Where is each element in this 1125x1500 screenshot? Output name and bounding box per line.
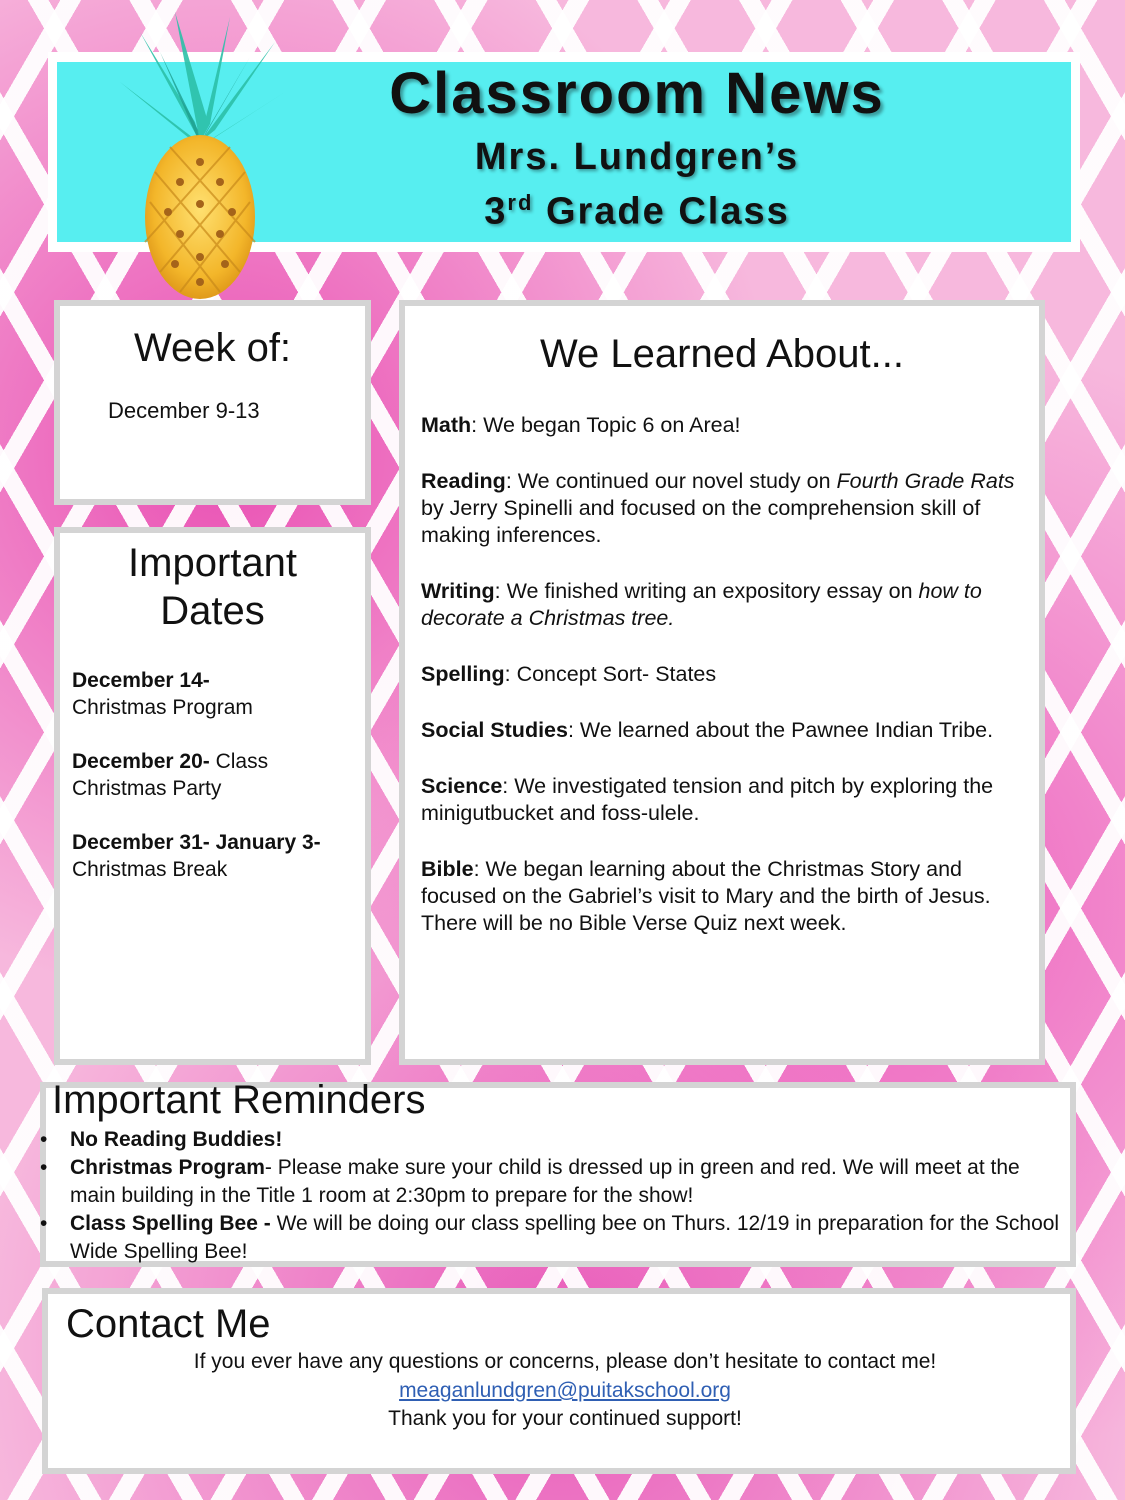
learned-list [421, 412, 1021, 966]
grade-class: 3rd Grade Class [484, 190, 790, 233]
reminders-title: Important Reminders [52, 1078, 426, 1122]
important-dates-panel [54, 527, 371, 1065]
learned-spelling: Spelling: Concept Sort- States [421, 662, 717, 686]
reminders-list [40, 1126, 1070, 1266]
contact-email-row [50, 1379, 1080, 1403]
important-dates-title: Important Dates [128, 541, 297, 633]
important-dates-list [72, 667, 357, 910]
learned-reading: Reading: We continued our novel study on Fourth Grade Rats by Jerry Spinelli and focused on the comprehension skill of making inferences. [421, 469, 1015, 547]
reminder-item: • No Reading Buddies! [40, 1126, 1070, 1154]
learned-social-studies: Social Studies: We learned about the Pawnee Indian Tribe. [421, 718, 994, 742]
teacher-name: Mrs. Lundgren’s [474, 136, 800, 178]
learned-panel [399, 300, 1045, 1065]
contact-title: Contact Me [66, 1302, 271, 1346]
week-dates: December 9-13 [108, 398, 260, 423]
learned-bible: Bible: We began learning about the Christmas Story and focused on the Gabriel’s visit to Mary and the birth of Jesus. There will be no Bible Verse Quiz next week. [421, 857, 991, 935]
contact-message: If you ever have any questions or concerns, please don’t hesitate to contact me! [193, 1350, 937, 1373]
newsletter-title: Classroom News [389, 61, 885, 126]
reminder-item: • Class Spelling Bee - We will be doing our class spelling bee on Thurs. 12/19 in preparation for the School Wide Spelling Bee! [40, 1210, 1070, 1266]
date-item: December 14- Christmas Program [72, 669, 253, 719]
date-item: December 20- Class Christmas Party [72, 750, 269, 800]
reminder-item: • Christmas Program- Please make sure your child is dressed up in green and red. We will meet at the main building in the Title 1 room at 2:30pm to prepare for the show! [40, 1154, 1070, 1210]
pineapple-icon [100, 12, 300, 302]
week-of-title: Week of: [133, 326, 292, 370]
learned-title: We Learned About... [540, 332, 904, 376]
contact-thanks: Thank you for your continued support! [388, 1407, 742, 1430]
learned-writing: Writing: We finished writing an expository essay on how to decorate a Christmas tree. [421, 579, 982, 630]
week-of-panel [54, 300, 371, 505]
learned-science: Science: We investigated tension and pitch by exploring the minigutbucket and foss-ulele. [421, 774, 994, 825]
date-item: December 31- January 3- Christmas Break [72, 831, 321, 881]
learned-math: Math: We began Topic 6 on Area! [421, 413, 741, 437]
contact-email-link[interactable]: meaganlundgren@puitakschool.org [399, 1379, 731, 1402]
